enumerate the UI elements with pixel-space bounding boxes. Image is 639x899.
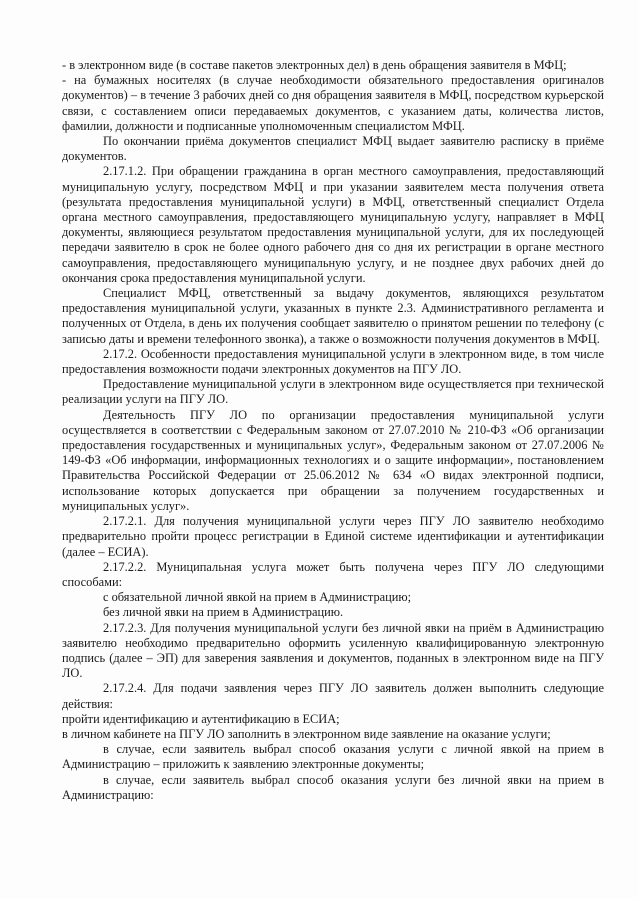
- paragraph: без личной явки на прием в Администрацию.: [103, 605, 344, 620]
- paragraph: в личном кабинете на ПГУ ЛО заполнить в электронном виде заявление на оказание услуги;: [62, 726, 551, 741]
- paragraph: в случае, если заявитель выбрал способ оказания услуги с личной явкой на прием в Администрацию – приложить к заявлению электронные документы;: [62, 742, 604, 772]
- paragraph: - на бумажных носителях (в случае необходимости обязательного предоставления оригиналов документов) – в течение 3 рабочих дней со дня обращения заявителя в МФЦ, посредством курьерской связи, с составлением описи передаваемых документов, с указанием даты, количества листов, фамилии, должности и подписанные уполномоченным специалистом МФЦ.: [62, 73, 604, 133]
- paragraph: с обязательной личной явкой на прием в Администрацию;: [103, 590, 412, 605]
- paragraph: 2.17.2.2. Муниципальная услуга может быть получена через ПГУ ЛО следующими способами:: [62, 559, 604, 589]
- paragraph: Специалист МФЦ, ответственный за выдачу документов, являющихся результатом предоставления муниципальной услуги, указанных в пункте 2.3. Административного регламента и полученных от Отдела, в день их получения сообщает заявителю о принятом решении по телефону (с записью даты и времени телефонного звонка), а также о возможности получения документов в МФЦ.: [62, 286, 604, 346]
- paragraph: 2.17.1.2. При обращении гражданина в орган местного самоуправления, предоставляющий муниципальную услугу, посредством МФЦ и при указании заявителем места получения ответа (результата предоставления муниципальной услуги) в МФЦ, ответственный специалист Отдела органа местного самоуправления, предоставляющего муниципальную услугу, направляет в МФЦ документы, являющиеся результатом предоставления муниципальной услуги, для их последующей передачи заявителю в срок не более одного рабочего дня со дня их регистрации в органе местного самоуправления, предоставляющего муниципальную услугу, и не позднее двух рабочих дней до окончания срока предоставления муниципальной услуги.: [62, 164, 604, 285]
- paragraph: По окончании приёма документов специалист МФЦ выдает заявителю расписку в приёме документов.: [62, 134, 604, 164]
- paragraph: 2.17.2.4. Для подачи заявления через ПГУ ЛО заявитель должен выполнить следующие действия:: [62, 681, 604, 711]
- paragraph: 2.17.2.3. Для получения муниципальной услуги без личной явки на приём в Администрацию заявителю необходимо предварительно оформить усиленную квалифицированную электронную подпись (далее – ЭП) для заверения заявления и документов, поданных в электронном виде на ПГУ ЛО.: [62, 620, 604, 681]
- document-body: [62, 58, 604, 803]
- paragraph: 2.17.2.1. Для получения муниципальной услуги через ПГУ ЛО заявителю необходимо предварительно пройти процесс регистрации в Единой системе идентификации и аутентификации (далее – ЕСИА).: [62, 514, 604, 559]
- paragraph: пройти идентификацию и аутентификацию в ЕСИА;: [62, 711, 340, 726]
- paragraph: Предоставление муниципальной услуги в электронном виде осуществляется при технической реализации услуги на ПГУ ЛО.: [62, 377, 604, 407]
- paragraph: - в электронном виде (в составе пакетов электронных дел) в день обращения заявителя в МФЦ;: [62, 58, 567, 72]
- paragraph: 2.17.2. Особенности предоставления муниципальной услуги в электронном виде, в том числе предоставления возможности подачи электронных документов на ПГУ ЛО.: [62, 346, 604, 377]
- paragraph: Деятельность ПГУ ЛО по организации предоставления муниципальной услуги осуществляется в соответствии с Федеральным законом от 27.07.2010 № 210-ФЗ «Об организации предоставления государственных и муниципальных услуг», Федеральным законом от 27.07.2006 № 149-ФЗ «Об информации, информационных технологиях и о защите информации», постановлением Правительства Российской Федерации от 25.06.2012 № 634 «О видах электронной подписи, использование которых допускается при обращении за получением государственных и муниципальных услуг».: [62, 407, 604, 513]
- paragraph: в случае, если заявитель выбрал способ оказания услуги без личной явки на прием в Администрацию:: [62, 772, 604, 802]
